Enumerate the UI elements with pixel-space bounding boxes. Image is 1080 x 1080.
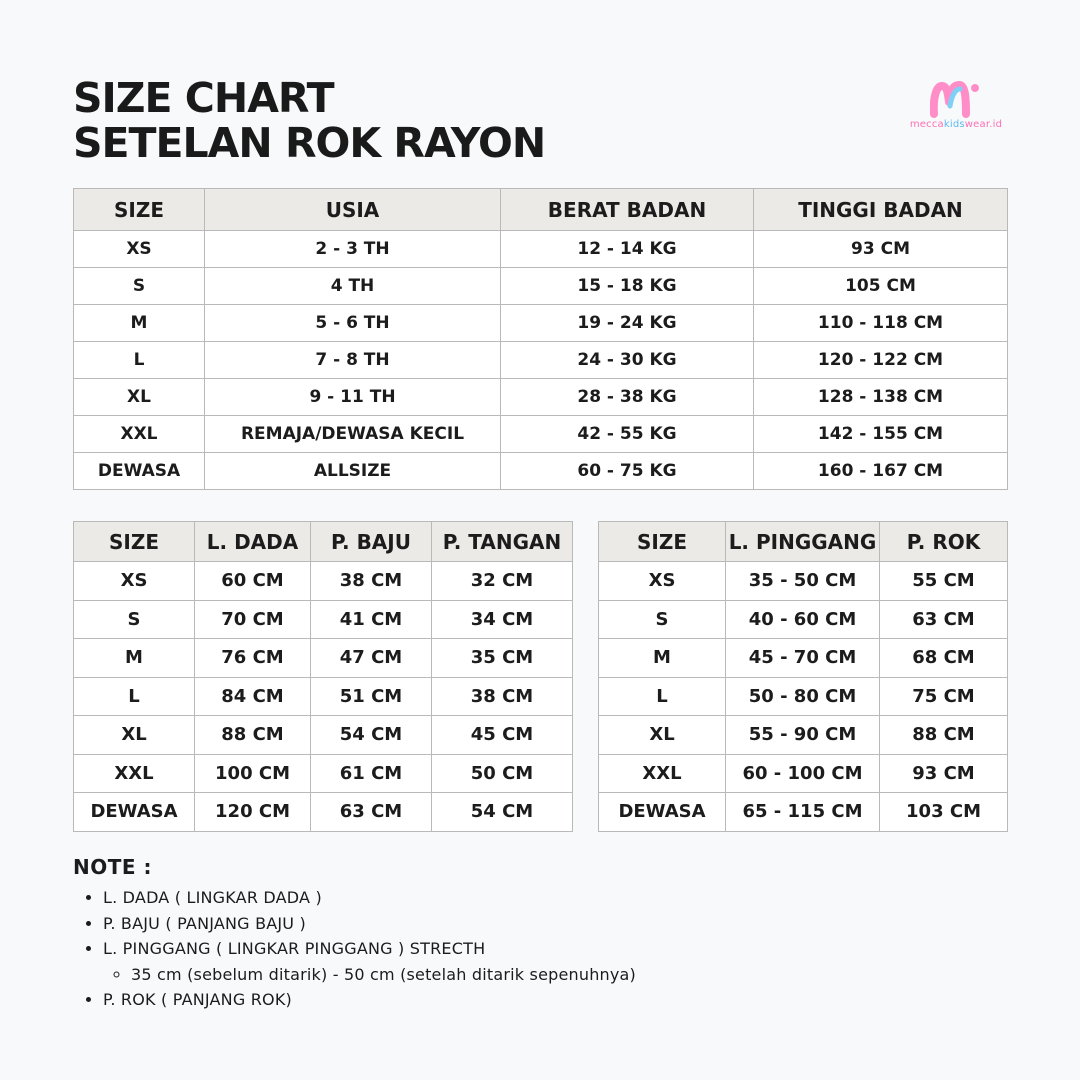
table-cell: 40 - 60 CM	[726, 600, 880, 639]
table-row	[74, 600, 573, 639]
title-line-1: SIZE CHART	[73, 74, 334, 122]
table-cell: 75 CM	[880, 677, 1008, 716]
table-cell: 120 CM	[195, 793, 311, 832]
table-row	[74, 639, 573, 678]
table-cell: 45 CM	[432, 716, 573, 755]
table-cell: 65 - 115 CM	[726, 793, 880, 832]
brand-logo	[900, 78, 1012, 134]
table-row	[74, 268, 1008, 305]
table-cell: 84 CM	[195, 677, 311, 716]
table-cell: 38 CM	[311, 562, 432, 601]
column-header: TINGGI BADAN	[754, 189, 1008, 231]
table-cell: 63 CM	[311, 793, 432, 832]
table-cell: 55 - 90 CM	[726, 716, 880, 755]
table-row	[74, 453, 1008, 490]
table-cell: 42 - 55 KG	[501, 416, 754, 453]
table-cell: M	[74, 305, 205, 342]
table-cell: DEWASA	[74, 453, 205, 490]
column-header: P. ROK	[880, 522, 1008, 562]
table-cell: XL	[74, 716, 195, 755]
column-header: SIZE	[74, 522, 195, 562]
table-cell: REMAJA/DEWASA KECIL	[205, 416, 501, 453]
table-cell: 35 - 50 CM	[726, 562, 880, 601]
table-cell: 103 CM	[880, 793, 1008, 832]
table-cell: 15 - 18 KG	[501, 268, 754, 305]
table-cell: 60 - 100 CM	[726, 754, 880, 793]
table-cell: 32 CM	[432, 562, 573, 601]
table-cell: 12 - 14 KG	[501, 231, 754, 268]
table-cell: 54 CM	[311, 716, 432, 755]
table-cell: 4 TH	[205, 268, 501, 305]
table-row	[599, 677, 1008, 716]
table-row	[74, 305, 1008, 342]
title-line-2: SETELAN ROK RAYON	[73, 119, 546, 167]
table-row	[599, 754, 1008, 793]
table-cell: 41 CM	[311, 600, 432, 639]
column-header: SIZE	[74, 189, 205, 231]
table-cell: 128 - 138 CM	[754, 379, 1008, 416]
table-row	[599, 793, 1008, 832]
table-cell: 47 CM	[311, 639, 432, 678]
column-header: SIZE	[599, 522, 726, 562]
table-cell: 63 CM	[880, 600, 1008, 639]
table-row	[599, 716, 1008, 755]
table-header-row	[74, 522, 573, 562]
note-item: • L. DADA ( LINGKAR DADA )	[103, 885, 973, 911]
table-row	[74, 342, 1008, 379]
column-header: USIA	[205, 189, 501, 231]
table-cell: 142 - 155 CM	[754, 416, 1008, 453]
column-header: L. PINGGANG	[726, 522, 880, 562]
table-cell: 50 - 80 CM	[726, 677, 880, 716]
note-section	[73, 855, 973, 1013]
table-cell: L	[599, 677, 726, 716]
table-row	[599, 639, 1008, 678]
table-cell: 9 - 11 TH	[205, 379, 501, 416]
table-cell: XS	[599, 562, 726, 601]
table-row	[74, 793, 573, 832]
table-cell: 50 CM	[432, 754, 573, 793]
table-cell: 7 - 8 TH	[205, 342, 501, 379]
table-cell: 28 - 38 KG	[501, 379, 754, 416]
table-cell: 68 CM	[880, 639, 1008, 678]
table-cell: 2 - 3 TH	[205, 231, 501, 268]
column-header: P. TANGAN	[432, 522, 573, 562]
table-cell: S	[74, 600, 195, 639]
note-sub-list	[103, 962, 973, 988]
table-row	[74, 379, 1008, 416]
table-cell: 19 - 24 KG	[501, 305, 754, 342]
table-row	[599, 562, 1008, 601]
table-cell: 5 - 6 TH	[205, 305, 501, 342]
table-row	[74, 677, 573, 716]
table-row	[74, 416, 1008, 453]
table-cell: M	[74, 639, 195, 678]
table-cell: 93 CM	[880, 754, 1008, 793]
table-cell: L	[74, 677, 195, 716]
note-item: • P. ROK ( PANJANG ROK)	[103, 987, 973, 1013]
table-cell: 76 CM	[195, 639, 311, 678]
m-letter-logo-icon	[930, 78, 982, 118]
table-cell: XL	[599, 716, 726, 755]
table-cell: 93 CM	[754, 231, 1008, 268]
table-cell: 55 CM	[880, 562, 1008, 601]
table-cell: 54 CM	[432, 793, 573, 832]
table-cell: 70 CM	[195, 600, 311, 639]
table-cell: 34 CM	[432, 600, 573, 639]
note-list	[73, 885, 973, 1013]
table-cell: M	[599, 639, 726, 678]
note-sub-item: ◦ 35 cm (sebelum ditarik) - 50 cm (setelah ditarik sepenuhnya)	[131, 962, 973, 988]
table-cell: 88 CM	[195, 716, 311, 755]
table-cell: 88 CM	[880, 716, 1008, 755]
column-header: L. DADA	[195, 522, 311, 562]
table-cell: ALLSIZE	[205, 453, 501, 490]
table-cell: 35 CM	[432, 639, 573, 678]
page-title	[73, 76, 545, 166]
table-cell: 24 - 30 KG	[501, 342, 754, 379]
table-cell: 160 - 167 CM	[754, 453, 1008, 490]
table-cell: 110 - 118 CM	[754, 305, 1008, 342]
table-cell: 105 CM	[754, 268, 1008, 305]
table-cell: S	[599, 600, 726, 639]
table-cell: 60 CM	[195, 562, 311, 601]
note-item: • L. PINGGANG ( LINGKAR PINGGANG ) STRECTH ◦ 35 cm (sebelum ditarik) - 50 cm (setelah ditarik sepenuhnya)	[103, 936, 973, 987]
table-cell: 45 - 70 CM	[726, 639, 880, 678]
column-header: P. BAJU	[311, 522, 432, 562]
table-cell: XXL	[599, 754, 726, 793]
table-cell: L	[74, 342, 205, 379]
note-item: • P. BAJU ( PANJANG BAJU )	[103, 911, 973, 937]
table-header-row	[599, 522, 1008, 562]
skirt-measurement-table	[598, 521, 1008, 832]
table-cell: XS	[74, 231, 205, 268]
brand-logo-text: meccakidswear.id	[909, 119, 1003, 130]
note-title: NOTE :	[73, 855, 153, 879]
table-cell: 51 CM	[311, 677, 432, 716]
table-cell: 100 CM	[195, 754, 311, 793]
table-header-row	[74, 189, 1008, 231]
table-cell: S	[74, 268, 205, 305]
table-cell: 61 CM	[311, 754, 432, 793]
table-row	[74, 716, 573, 755]
table-row	[74, 231, 1008, 268]
table-cell: XXL	[74, 416, 205, 453]
table-cell: 60 - 75 KG	[501, 453, 754, 490]
table-row	[599, 600, 1008, 639]
size-age-weight-height-table	[73, 188, 1008, 490]
table-row	[74, 562, 573, 601]
table-cell: XL	[74, 379, 205, 416]
table-cell: DEWASA	[74, 793, 195, 832]
column-header: BERAT BADAN	[501, 189, 754, 231]
top-measurement-table	[73, 521, 573, 832]
table-cell: XS	[74, 562, 195, 601]
table-cell: DEWASA	[599, 793, 726, 832]
table-cell: 38 CM	[432, 677, 573, 716]
table-cell: 120 - 122 CM	[754, 342, 1008, 379]
table-cell: XXL	[74, 754, 195, 793]
table-row	[74, 754, 573, 793]
